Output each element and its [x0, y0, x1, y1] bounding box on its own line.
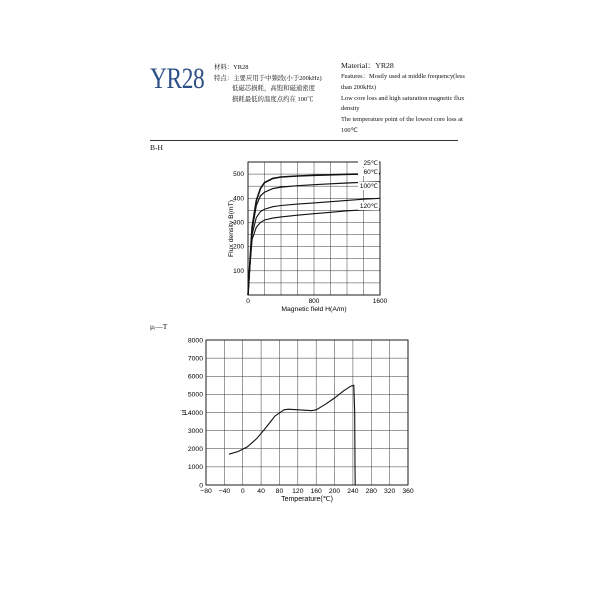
- mu-y-tick-label: 6000: [187, 373, 203, 381]
- bh-y-tick-label: 100: [233, 267, 244, 275]
- mu-y-tick-label: 3000: [187, 427, 203, 435]
- bh-y-tick-label: 500: [233, 171, 244, 179]
- mu-y-tick-label: 0: [199, 482, 203, 490]
- bh-x-tick-label: 1600: [372, 298, 388, 305]
- mu-temperature-chart: [179, 337, 414, 503]
- bh-y-tick-label: 200: [233, 243, 244, 251]
- mu-x-tick-label: −40: [218, 488, 231, 495]
- mu-y-tick-label: 7000: [187, 355, 203, 363]
- mu-x-tick-label: 320: [383, 488, 396, 495]
- mu-x-tick-label: −80: [200, 488, 212, 495]
- bh-legend-label: 60℃: [363, 169, 378, 176]
- cn-line-features: 特点：主要应用于中频段(小于200kHz): [214, 74, 322, 82]
- en-line-6: 100℃: [341, 126, 358, 134]
- bh-chart: [228, 159, 388, 313]
- mu-section-label: μᵢ—T: [150, 322, 168, 331]
- bh-section-label: B-H: [150, 143, 163, 152]
- mu-series-line: [229, 385, 355, 485]
- en-line-2: than 200kHz): [341, 83, 376, 91]
- bh-legend-label: 100℃: [359, 183, 378, 190]
- bh-y-tick-label: 300: [233, 219, 244, 227]
- mu-y-axis-label: μi: [179, 409, 188, 416]
- bh-y-axis-label: Flux density B(mT): [228, 199, 235, 258]
- mu-x-tick-label: 360: [402, 488, 414, 495]
- mu-y-tick-label: 2000: [187, 446, 203, 454]
- cn-line-material: 材料：YR28: [214, 64, 249, 71]
- mu-x-tick-label: 80: [275, 488, 284, 495]
- en-line-4: density: [341, 105, 360, 113]
- en-line-3: Low core loss and high saturation magnetic flux: [341, 94, 465, 102]
- en-line-1: Features：Mostly used at middle frequency(less: [341, 73, 465, 80]
- mu-x-tick-label: 0: [240, 488, 245, 495]
- logo-text: YR28: [150, 62, 205, 95]
- mu-y-tick-label: 1000: [187, 464, 203, 472]
- bh-y-tick-label: 400: [233, 195, 244, 203]
- bh-x-tick-label: 800: [308, 298, 320, 305]
- mu-x-axis-label: Temperature(℃): [281, 496, 333, 503]
- bh-x-axis-label: Magnetic field H(A/m): [281, 306, 347, 313]
- mu-y-tick-label: 8000: [187, 337, 203, 345]
- mu-x-tick-label: 280: [365, 488, 377, 495]
- cn-line-loss: 低磁芯损耗，高饱和磁通密度: [232, 85, 316, 92]
- bh-x-tick-label: 0: [246, 298, 250, 305]
- mu-x-tick-label: 120: [292, 488, 304, 495]
- bh-legend-label: 120℃: [359, 203, 378, 210]
- mu-x-tick-label: 200: [328, 488, 341, 495]
- mu-x-tick-label: 160: [310, 488, 322, 495]
- en-title: Material：YR28: [341, 61, 394, 70]
- mu-y-tick-label: 4000: [187, 409, 203, 417]
- mu-x-tick-label: 240: [347, 488, 359, 495]
- cn-line-temperature: 损耗最低的温度点约在 100℃: [232, 95, 314, 103]
- mu-x-tick-label: 40: [257, 488, 265, 495]
- en-line-5: The temperature point of the lowest core loss at: [341, 116, 463, 124]
- bh-legend-label: 25℃: [363, 160, 378, 167]
- mu-y-tick-label: 5000: [187, 391, 203, 399]
